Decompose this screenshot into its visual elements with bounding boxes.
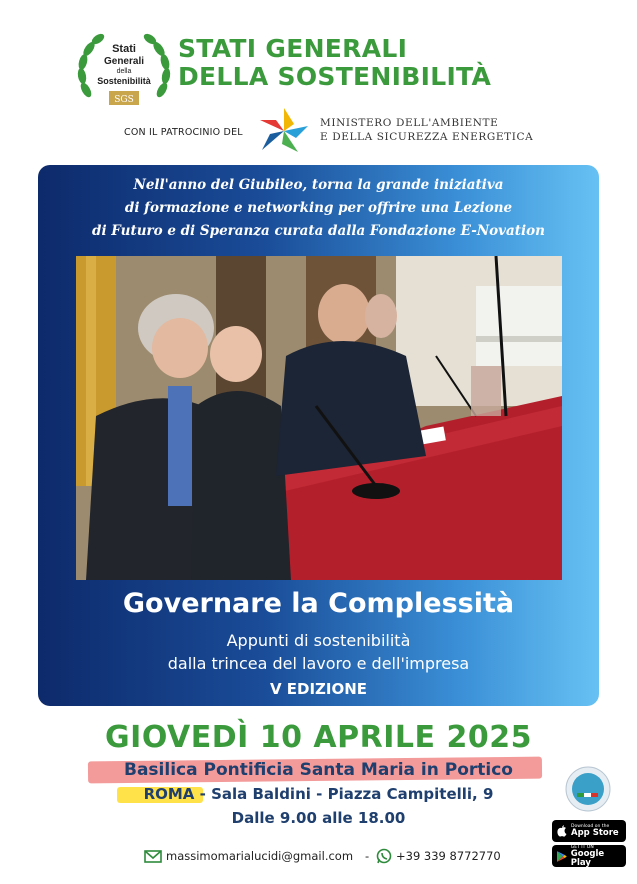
event-time: Dalle 9.00 alle 18.00	[231, 809, 406, 827]
patronage-label: CON IL PATROCINIO DEL	[124, 127, 243, 138]
intro-line-2: di formazione e networking per offrire una Lezione	[124, 200, 513, 216]
event-subtitle-1: Appunti di sostenibilità	[226, 631, 411, 650]
contact-separator: -	[365, 849, 370, 863]
app-store-label: App Store	[571, 828, 619, 838]
event-title: Governare la Complessità	[122, 588, 515, 619]
ministry-name-2: E DELLA SICUREZZA ENERGETICA	[320, 131, 534, 143]
logo-text-3: della	[116, 68, 132, 75]
mail-icon	[144, 850, 162, 863]
logo-text-4: Sostenibilità	[97, 76, 151, 86]
google-play-small: GET IT ON	[570, 844, 594, 850]
sgs-logo	[76, 28, 172, 116]
event-date: GIOVEDÌ 10 APRILE 2025	[105, 720, 532, 755]
app-store-small: Download on the	[571, 824, 610, 829]
contact-phone[interactable]: +39 339 8772770	[396, 849, 501, 863]
event-address	[0, 785, 637, 803]
logo-text-1: Stati	[112, 43, 136, 55]
whatsapp-icon	[376, 848, 392, 864]
badge-icon	[565, 766, 611, 812]
event-subtitle-2: dalla trincea del lavoro e dell'impresa	[167, 654, 470, 673]
conference-photo	[76, 256, 562, 580]
google-play-icon	[557, 851, 567, 862]
ministry-star-icon	[256, 106, 312, 156]
title-line-1: STATI GENERALI	[178, 34, 408, 63]
event-room-address: - Sala Baldini - Piazza Campitelli, 9	[194, 785, 494, 803]
logo-text-2: Generali	[103, 56, 145, 67]
intro-line-3: di Futuro e di Speranza curata dalla Fondazione E-Novation	[92, 223, 545, 239]
google-play-button[interactable]	[552, 845, 626, 867]
intro-line-1: Nell'anno del Giubileo, torna la grande iniziativa	[133, 177, 504, 193]
title-line-2: DELLA SOSTENIBILITÀ	[178, 62, 492, 91]
apple-icon	[557, 825, 567, 837]
contact-email[interactable]: massimomarialucidi@gmail.com	[166, 849, 354, 863]
event-venue: Basilica Pontificia Santa Maria in Portico	[124, 760, 513, 780]
edition-label: V EDIZIONE	[269, 680, 368, 698]
ministry-name-1: MINISTERO DELL'AMBIENTE	[320, 117, 499, 129]
logo-text-5: SGS	[114, 95, 134, 105]
app-store-button[interactable]	[552, 820, 626, 842]
google-play-label: Google Play	[570, 848, 605, 868]
event-city: ROMA	[143, 785, 195, 803]
